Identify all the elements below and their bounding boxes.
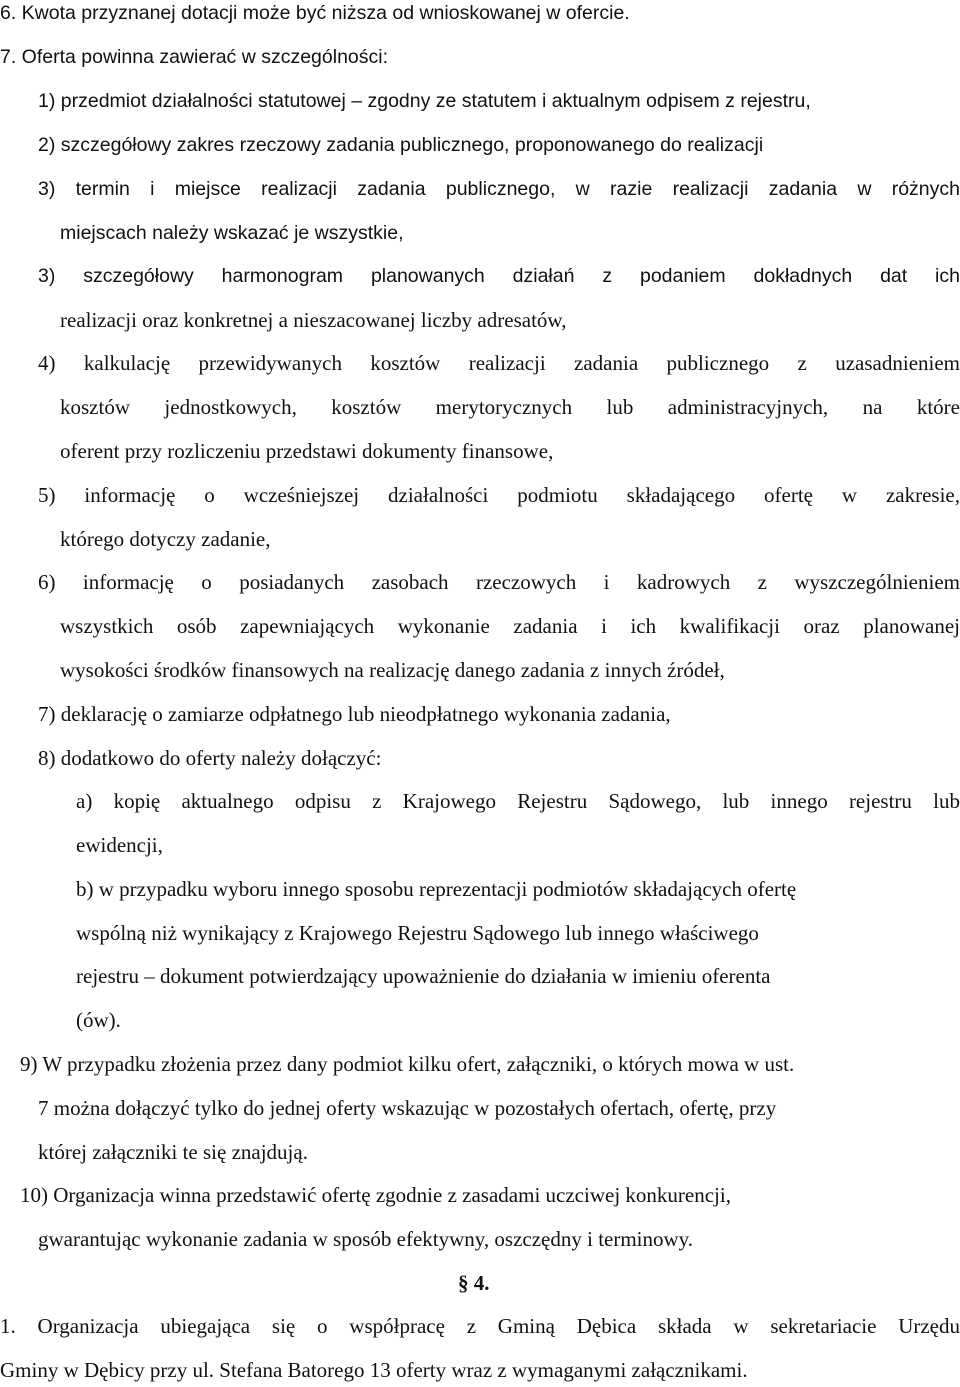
list-item-10: 10) Organizacja winna przedstawić ofertę zgodnie z zasadami uczciwej konkurencji, (20, 1183, 731, 1207)
list-item-6: 6) informację o posiadanych zasobach rzeczowych i kadrowych z wyszczególnieniem (38, 570, 960, 594)
section-4-paragraph-1: 1. Organizacja ubiegająca się o współpracę z Gminą Dębica składa w sekretariacie Urzędu (0, 1314, 960, 1338)
section-heading: § 4. (458, 1271, 490, 1295)
list-item-5: 5) informację o wcześniejszej działalności podmiotu składającego ofertę w zakresie, (38, 483, 960, 507)
list-item-6-continuation-1: wszystkich osób zapewniających wykonanie zadania i ich kwalifikacji oraz planowanej (60, 614, 960, 638)
list-item-9-continuation-1: 7 można dołączyć tylko do jednej oferty wskazując w pozostałych ofertach, ofertę, przy (38, 1096, 777, 1120)
sub-item-a: a) kopię aktualnego odpisu z Krajowego Rejestru Sądowego, lub innego rejestru lub (76, 789, 960, 813)
sub-item-b-continuation-2: rejestru – dokument potwierdzający upoważnienie do działania w imieniu oferenta (76, 964, 771, 988)
sub-item-a-continuation: ewidencji, (76, 833, 163, 857)
list-item-3b: 3) szczegółowy harmonogram planowanych działań z podaniem dokładnych dat ich (38, 265, 960, 287)
sub-item-b-continuation-3: (ów). (76, 1008, 121, 1032)
list-item-9: 9) W przypadku złożenia przez dany podmiot kilku ofert, załączniki, o których mowa w ust. (20, 1052, 795, 1076)
list-item-3b-continuation: realizacji oraz konkretnej a nieszacowanej liczby adresatów, (60, 308, 567, 332)
list-item-5-continuation: którego dotyczy zadanie, (60, 527, 271, 551)
paragraph-6: 6. Kwota przyznanej dotacji może być niższa od wnioskowanej w ofercie. (0, 2, 630, 24)
list-item-9-continuation-2: której załączniki te się znajdują. (38, 1140, 308, 1164)
list-item-10-continuation: gwarantując wykonanie zadania w sposób efektywny, oszczędny i terminowy. (38, 1227, 694, 1251)
list-item-1: 1) przedmiot działalności statutowej – zgodny ze statutem i aktualnym odpisem z rejestru, (38, 90, 811, 112)
sub-item-b: b) w przypadku wyboru innego sposobu reprezentacji podmiotów składających ofertę (76, 877, 797, 901)
list-item-4-continuation-1: kosztów jednostkowych, kosztów merytorycznych lub administracyjnych, na które (60, 395, 960, 419)
list-item-3a: 3) termin i miejsce realizacji zadania publicznego, w razie realizacji zadania w różnych (38, 178, 960, 200)
list-item-4: 4) kalkulację przewidywanych kosztów realizacji zadania publicznego z uzasadnieniem (38, 351, 960, 375)
list-item-6-continuation-2: wysokości środków finansowych na realizację danego zadania z innych źródeł, (60, 658, 725, 682)
paragraph-7-heading: 7. Oferta powinna zawierać w szczególności: (0, 46, 389, 68)
list-item-3a-continuation: miejscach należy wskazać je wszystkie, (60, 222, 404, 244)
list-item-7: 7) deklarację o zamiarze odpłatnego lub nieodpłatnego wykonania zadania, (38, 702, 671, 726)
sub-item-b-continuation-1: wspólną niż wynikający z Krajowego Rejestru Sądowego lub innego właściwego (76, 921, 759, 945)
list-item-2: 2) szczegółowy zakres rzeczowy zadania publicznego, proponowanego do realizacji (38, 134, 764, 156)
section-4-paragraph-1-continuation: Gminy w Dębicy przy ul. Stefana Batorego 13 oferty wraz z wymaganymi załącznikami. (0, 1358, 748, 1382)
list-item-4-continuation-2: oferent przy rozliczeniu przedstawi dokumenty finansowe, (60, 439, 554, 463)
list-item-8: 8) dodatkowo do oferty należy dołączyć: (38, 746, 382, 770)
